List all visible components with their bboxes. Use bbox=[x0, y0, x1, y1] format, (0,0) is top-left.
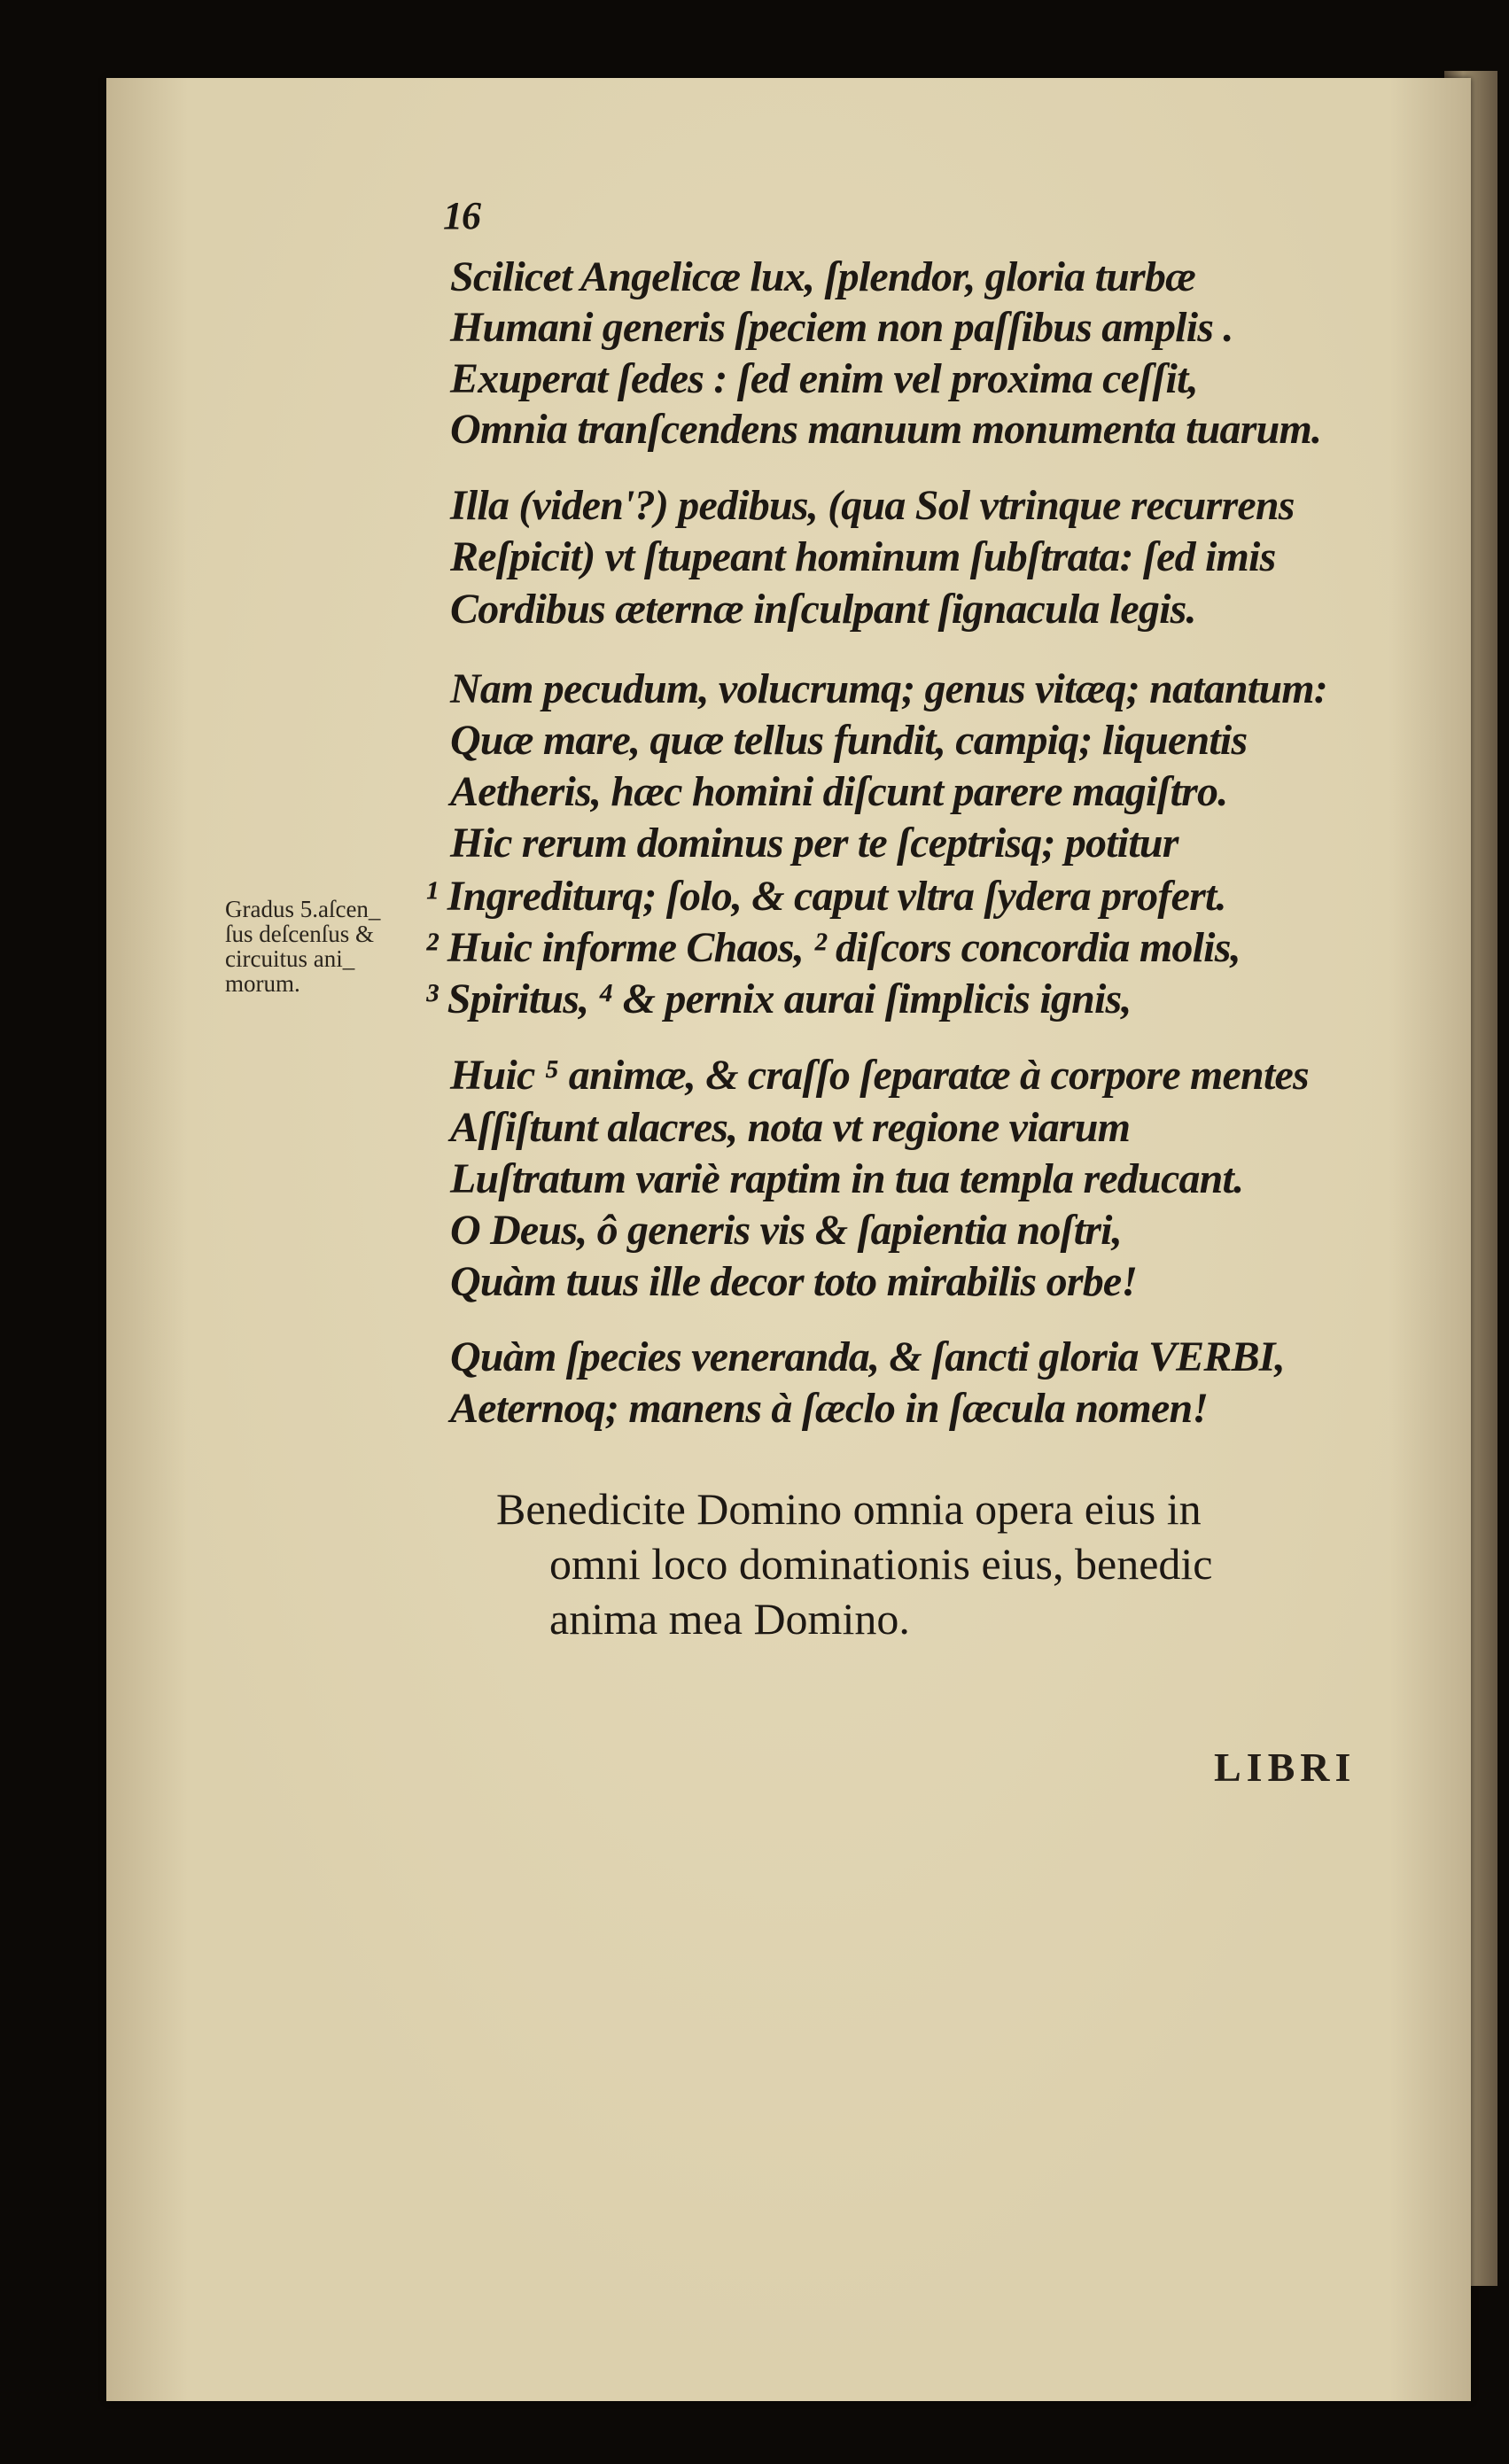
verse-line: ³ Spiritus, ⁴ & pernix aurai ſimplicis ignis, bbox=[425, 975, 1132, 1022]
verse-line: Huic ⁵ animæ, & craſſo ſeparatæ à corpore mentes bbox=[450, 1052, 1309, 1099]
verse-line: Quæ mare, quæ tellus fundit, campiq; liquentis bbox=[450, 717, 1248, 764]
verse-line: Humani generis ſpeciem non paſſibus amplis . bbox=[450, 304, 1233, 351]
catchword: LIBRI bbox=[1214, 1745, 1357, 1790]
verse-line: Aeternoq; manens à ſæclo in ſæcula nomen! bbox=[450, 1385, 1209, 1432]
marginal-note-line: morum. bbox=[225, 970, 300, 997]
verse-line: Quàm ſpecies veneranda, & ſancti gloria VERBI, bbox=[450, 1333, 1285, 1380]
verse-line: ² Huic informe Chaos, ² diſcors concordia molis, bbox=[425, 924, 1241, 971]
verse-line: O Deus, ô generis vis & ſapientia noſtri, bbox=[450, 1207, 1122, 1254]
prose-paragraph bbox=[496, 1481, 1382, 1646]
prose-line: Benedicite Domino omnia opera eius in bbox=[496, 1484, 1202, 1534]
verse-line: Reſpicit) vt ſtupeant hominum ſubſtrata: ſed imis bbox=[450, 533, 1276, 580]
verse-line: Aetheris, hæc homini diſcunt parere magiſtro. bbox=[450, 768, 1228, 815]
prose-line: anima mea Domino. bbox=[549, 1594, 910, 1644]
verse-line: Hic rerum dominus per te ſceptrisq; potitur bbox=[450, 820, 1178, 867]
verse-line: Nam pecudum, volucrumq; genus vitæq; natantum: bbox=[450, 665, 1327, 712]
marginal-note-line: Gradus 5.aſcen_ bbox=[225, 896, 381, 922]
marginal-note-line: ſus deſcenſus & bbox=[225, 921, 374, 947]
marginal-note-line: circuitus ani_ bbox=[225, 945, 355, 972]
verse-line: Luſtratum variè raptim in tua templa reducant. bbox=[450, 1155, 1244, 1202]
marginal-note bbox=[225, 897, 429, 996]
verse-line: Illa (viden'?) pedibus, (qua Sol vtrinque recurrens bbox=[450, 482, 1295, 529]
verse-line: ¹ Ingrediturq; ſolo, & caput vltra ſydera profert. bbox=[425, 873, 1226, 920]
page-number: 16 bbox=[443, 194, 480, 237]
verse-line: Aſſiſtunt alacres, nota vt regione viarum bbox=[450, 1104, 1131, 1151]
verse-line: Quàm tuus ille decor toto mirabilis orbe! bbox=[450, 1258, 1138, 1305]
verse-line: Scilicet Angelicæ lux, ſplendor, gloria turbæ bbox=[450, 253, 1195, 300]
prose-line: omni loco dominationis eius, benedic bbox=[549, 1539, 1213, 1589]
verse-line: Cordibus æternæ inſculpant ſignacula legis. bbox=[450, 586, 1196, 633]
verse-line: Omnia tranſcendens manuum monumenta tuarum. bbox=[450, 406, 1322, 453]
verse-line: Exuperat ſedes : ſed enim vel proxima ceſſit, bbox=[450, 355, 1198, 402]
